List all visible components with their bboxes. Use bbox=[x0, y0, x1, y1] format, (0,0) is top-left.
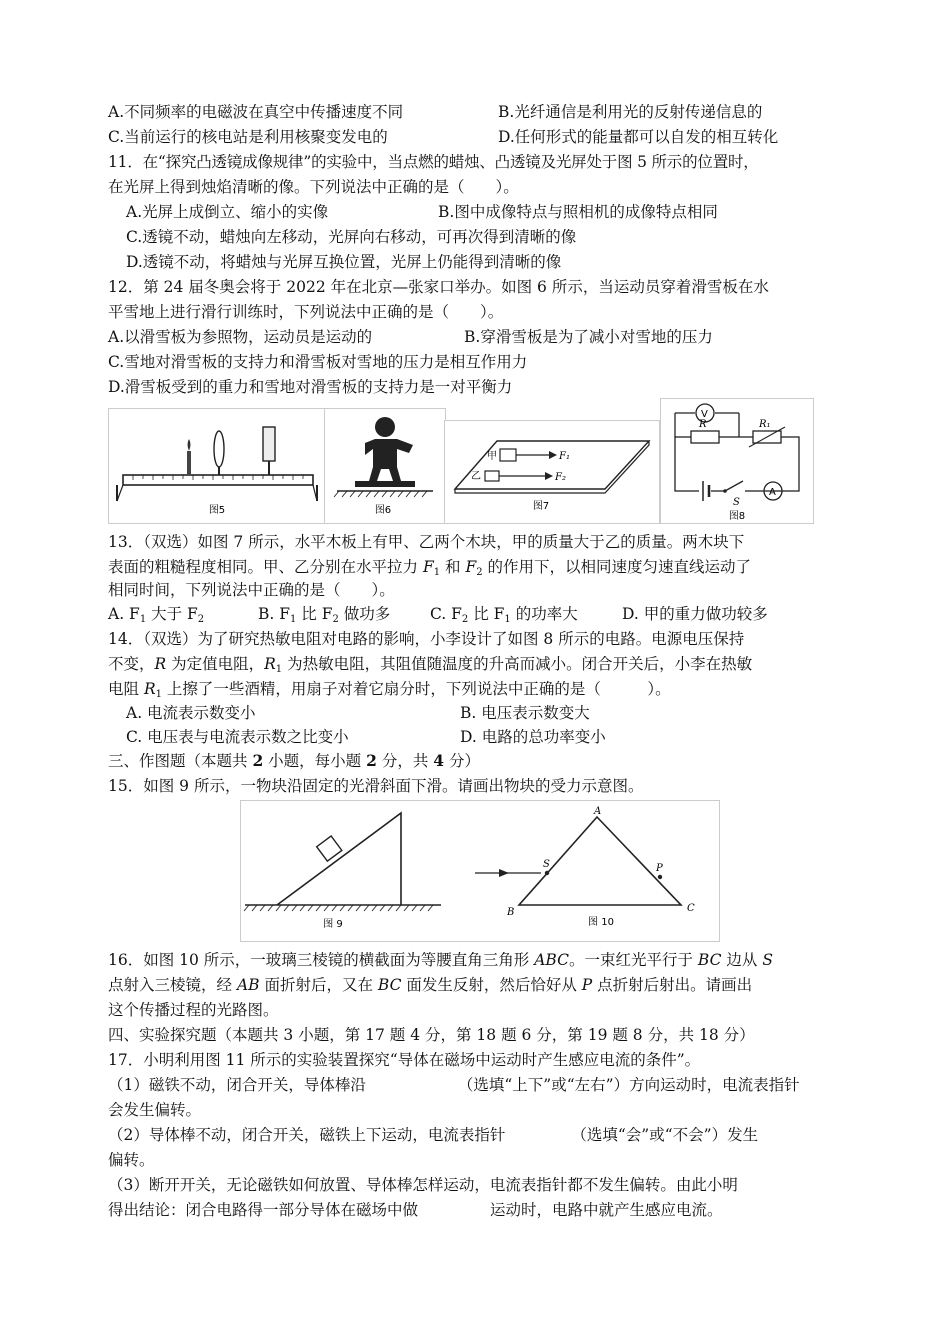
figure-10-label-s: S bbox=[543, 859, 550, 870]
figure-7-label-f2: F₂ bbox=[555, 472, 566, 483]
q13-stem-line2: 表面的粗糙程度相同。甲、乙分别在水平拉力 $F_1$ 和 $F_2$ 的作用下，以相同速度匀速直线运动了 bbox=[108, 558, 752, 578]
figure-10-label-p: P bbox=[656, 863, 663, 874]
figure-10-caption: 图 10 bbox=[588, 917, 614, 928]
q11-stem-line2: 在光屏上得到烛焰清晰的像。下列说法中正确的是（ ）。 bbox=[108, 178, 519, 196]
q14-option-d: D. 电路的总功率变小 bbox=[460, 728, 606, 746]
figure-8-circuit bbox=[660, 398, 814, 524]
q14-option-c: C. 电压表与电流表示数之比变小 bbox=[126, 728, 349, 746]
figure-8-caption: 图8 bbox=[728, 511, 746, 522]
figure-8-ammeter-label: A bbox=[769, 487, 776, 498]
q17-part3-line1: （3）断开开关，无论磁铁如何放置、导体棒怎样运动，电流表指针都不发生偏转。由此小明 bbox=[108, 1176, 738, 1194]
figure-8-resistor-label: R bbox=[699, 419, 707, 430]
q14-stem-line3: 电阻 $R_1$ 上擦了一些酒精，用扇子对着它扇分时，下列说法中正确的是（ ）。 bbox=[108, 680, 671, 700]
figure-10-label-a: A bbox=[594, 806, 602, 817]
figure-8-thermistor-label: R₁ bbox=[759, 419, 771, 430]
q13-stem-line3: 相同时间，下列说法中正确的是（ ）。 bbox=[108, 581, 395, 599]
q13-option-d: D. 甲的重力做功较多 bbox=[622, 605, 768, 623]
q14-stem-line1: 14．（双选）为了研究热敏电阻对电路的影响，小李设计了如图 8 所示的电路。电源电压保持 bbox=[108, 630, 745, 648]
q12-option-b: B.穿滑雪板是为了减小对雪地的压力 bbox=[464, 328, 713, 346]
q14-option-a: A. 电流表示数变小 bbox=[126, 704, 256, 722]
q15-stem: 15．如图 9 所示，一物块沿固定的光滑斜面下滑。请画出物块的受力示意图。 bbox=[108, 777, 644, 795]
q11-option-d: D.透镜不动，将蜡烛与光屏互换位置，光屏上仍能得到清晰的像 bbox=[126, 253, 562, 271]
q11-option-c: C.透镜不动，蜡烛向左移动，光屏向右移动，可再次得到清晰的像 bbox=[126, 228, 577, 246]
q11-stem-line1: 11．在“探究凸透镜成像规律”的实验中，当点燃的蜡烛、凸透镜及光屏处于图 5 所示的位置时， bbox=[108, 153, 759, 171]
q13-option-b: B. $F_1$ 比 $F_2$ 做功多 bbox=[258, 605, 391, 625]
q16-stem-line1: 16．如图 10 所示，一玻璃三棱镜的横截面为等腰直角三角形 ABC。一束红光平行于 BC 边从 S bbox=[108, 951, 773, 969]
q11-option-a: A.光屏上成倒立、缩小的实像 bbox=[126, 203, 329, 221]
figure-10-label-b: B bbox=[507, 907, 515, 918]
q12-option-c: C.雪地对滑雪板的支持力和滑雪板对雪地的压力是相互作用力 bbox=[108, 353, 528, 371]
q11-option-b: B.图中成像特点与照相机的成像特点相同 bbox=[438, 203, 718, 221]
q17-part1-line2: 会发生偏转。 bbox=[108, 1101, 202, 1119]
q14-option-b: B. 电压表示数变大 bbox=[460, 704, 590, 722]
figure-6-skier bbox=[324, 408, 446, 524]
q10-option-d: D.任何形式的能量都可以自发的相互转化 bbox=[498, 128, 779, 146]
q13-option-c: C. $F_2$ 比 $F_1$ 的功率大 bbox=[430, 605, 578, 625]
figure-7-label-yi: 乙 bbox=[471, 471, 481, 482]
q10-option-c: C.当前运行的核电站是利用核聚变发电的 bbox=[108, 128, 388, 146]
section-4-title: 四、实验探究题（本题共 3 小题，第 17 题 4 分，第 18 题 6 分，第 19 题 8 分，共 18 分） bbox=[108, 1026, 755, 1044]
figure-7-label-f1: F₁ bbox=[559, 451, 570, 462]
q16-stem-line2: 点射入三棱镜，经 AB 面折射后，又在 BC 面发生反射，然后恰好从 P 点折射后射出。请画出 bbox=[108, 976, 753, 994]
q17-part1-line1: （1）磁铁不动，闭合开关，导体棒沿 （选填“上下”或“左右”）方向运动时，电流表指针 bbox=[108, 1076, 800, 1094]
section-3-title: 三、作图题（本题共 2 小题，每小题 2 分，共 4 分） bbox=[108, 751, 480, 770]
q10-option-a: A.不同频率的电磁波在真空中传播速度不同 bbox=[108, 103, 404, 121]
q13-option-a: A. $F_1$ 大于 $F_2$ bbox=[108, 605, 205, 625]
q13-stem-line1: 13．（双选）如图 7 所示，水平木板上有甲、乙两个木块，甲的质量大于乙的质量。两木块下 bbox=[108, 533, 745, 551]
figure-8-switch-label: S bbox=[733, 497, 740, 508]
q12-option-a: A.以滑雪板为参照物，运动员是运动的 bbox=[108, 328, 373, 346]
q10-option-b: B.光纤通信是利用光的反射传递信息的 bbox=[498, 103, 763, 121]
q14-stem-line2: 不变，R 为定值电阻，$R_1$ 为热敏电阻，其阻值随温度的升高而减小。闭合开关后，小李在热敏 bbox=[108, 655, 753, 675]
q12-stem-line2: 平雪地上进行滑行训练时，下列说法中正确的是（ ）。 bbox=[108, 303, 504, 321]
q17-stem: 17．小明利用图 11 所示的实验装置探究“导体在磁场中运动时产生感应电流的条件”。 bbox=[108, 1051, 701, 1069]
figure-6-caption: 图6 bbox=[374, 505, 392, 516]
figure-8-voltmeter-label: V bbox=[701, 409, 708, 420]
q16-stem-line3: 这个传播过程的光路图。 bbox=[108, 1001, 279, 1019]
figure-7-label-jia: 甲 bbox=[487, 451, 497, 462]
figure-7-blocks bbox=[444, 420, 660, 524]
q17-part3-line2: 得出结论：闭合电路得一部分导体在磁场中做 运动时，电路中就产生感应电流。 bbox=[108, 1201, 723, 1219]
q12-option-d: D.滑雪板受到的重力和雪地对滑雪板的支持力是一对平衡力 bbox=[108, 378, 513, 396]
figures-9-10 bbox=[240, 800, 720, 942]
figure-9-caption: 图 9 bbox=[323, 919, 343, 930]
q17-part2-line2: 偏转。 bbox=[108, 1151, 155, 1169]
figure-7-caption: 图7 bbox=[532, 501, 550, 512]
figure-5-caption: 图5 bbox=[208, 505, 226, 516]
figure-5-optical-bench bbox=[108, 408, 326, 524]
q17-part2-line1: （2）导体棒不动，闭合开关，磁铁上下运动，电流表指针 （选填“会”或“不会”）发生 bbox=[108, 1126, 759, 1144]
q12-stem-line1: 12．第 24 届冬奥会将于 2022 年在北京—张家口举办。如图 6 所示，当运动员穿着滑雪板在水 bbox=[108, 278, 769, 296]
figure-10-label-c: C bbox=[687, 903, 695, 914]
